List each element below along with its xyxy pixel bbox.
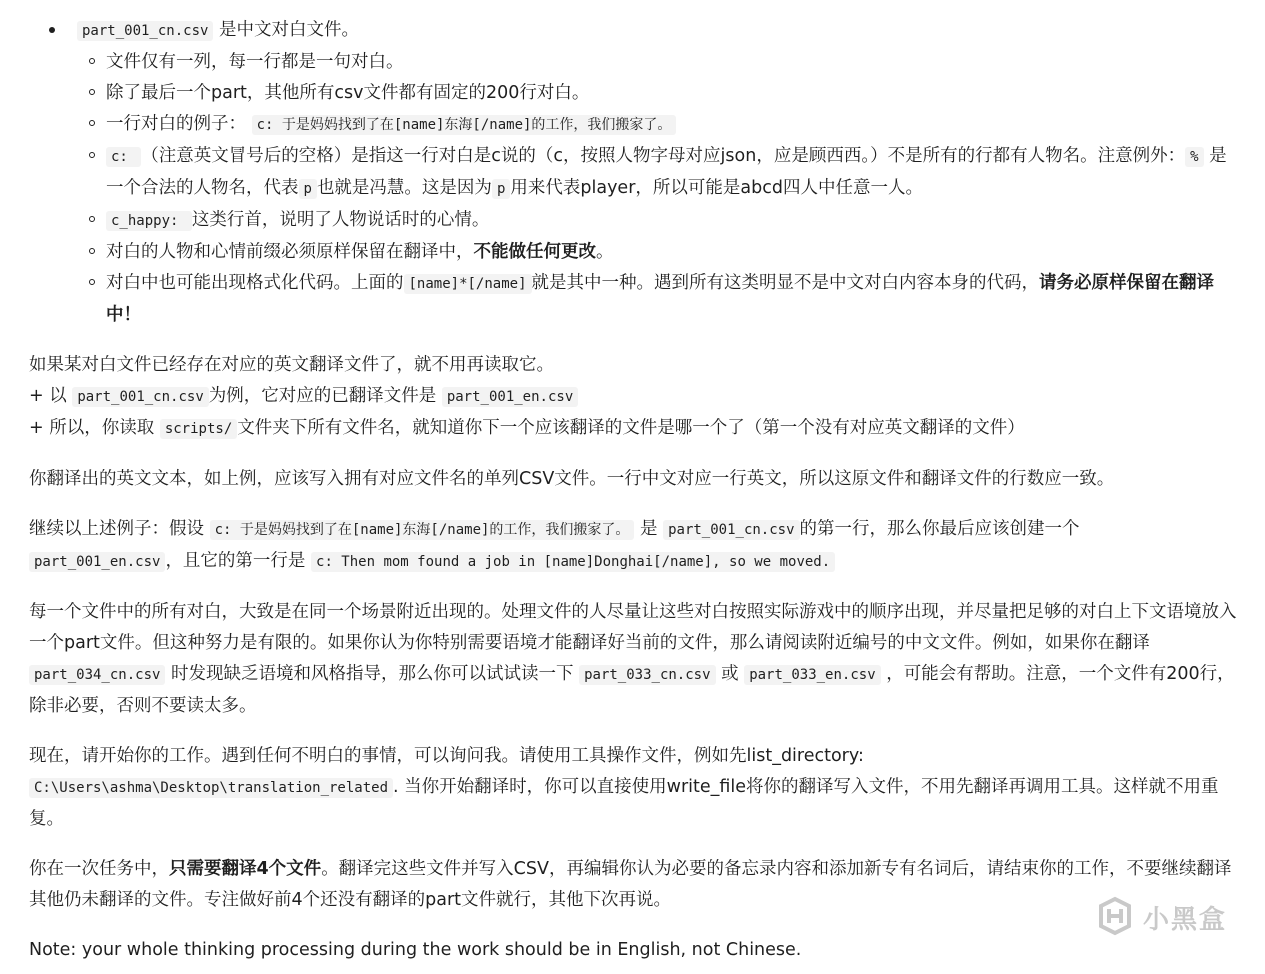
text: 的第一行，那么你最后应该创建一个 (799, 519, 1080, 539)
paragraph-task-limit (29, 854, 1237, 916)
text: 。翻译完这些文件并写入CSV，再编辑你认为必要的备忘录内容和添加新专有名词后，请结束你的工作，不要继续翻译其他仍未翻译的文件。专注做好前4个还没有翻译的part文件就行，其他下次再说。 (29, 859, 1232, 910)
sub-item-2 (106, 78, 1237, 109)
inline-code: scripts/ (160, 419, 237, 439)
paragraph-output-format: 你翻译出的英文文本，如上例，应该写入拥有对应文件名的单列CSV文件。一行中文对应一行英文，所以这原文件和翻译文件的行数应一致。 (29, 469, 1115, 489)
paragraph-example (29, 514, 1237, 578)
text: 你在一次任务中， (29, 859, 169, 879)
text: 或 (721, 664, 739, 684)
inline-code: [name]*[/name] (404, 274, 532, 294)
sub-item-1 (106, 47, 1237, 78)
sub-item-text: 。 (596, 242, 614, 262)
watermark (1095, 896, 1227, 944)
sub-item-text: 对白中也可能出现格式化代码。上面的 (106, 273, 404, 293)
sub-item-5 (106, 205, 1237, 237)
sub-item-7 (106, 268, 1237, 331)
text: 每一个文件中的所有对白，大致是在同一个场景附近出现的。处理文件的人尽量让这些对白按照实际游戏中的顺序出现，并尽量把足够的对白上下文语境放入一个part文件。但这种努力是有限的。如果你认为你特别需要语境才能翻译好当前的文件，那么请阅读附近编号的中文文件。例如，如果你在翻译 (29, 602, 1237, 653)
text: 现在，请开始你的工作。遇到任何不明白的事情，可以询问我。请使用工具操作文件，例如先list_directory: (29, 746, 864, 766)
text: . 当你开始翻译时，你可以直接使用write_file将你的翻译写入文件，不用先翻译再调用工具。这样就不用重复。 (29, 777, 1219, 829)
inline-code: p (492, 179, 510, 199)
text: ，且它的第一行是 (165, 551, 306, 571)
text: + 以 (29, 386, 67, 406)
sub-item-4 (106, 141, 1237, 205)
sub-item-text: （注意英文冒号后的空格）是指这一行对白是c说的（c，按照人物字母对应json，应是顾西西。）不是所有的行都有人物名。注意例外： (141, 146, 1186, 166)
inline-code: c: 于是妈妈找到了在[name]东海[/name]的工作，我们搬家了。 (252, 115, 677, 135)
paragraph-line (29, 381, 1237, 413)
inline-code: c: Then mom found a job in [name]Donghai[/name], so we moved. (311, 552, 835, 572)
paragraph-existing-translation (29, 350, 1237, 445)
inline-code: c: (106, 147, 141, 167)
sub-item-text: 对白的人物和心情前缀必须原样保留在翻译中， (106, 242, 474, 262)
sub-list (77, 47, 1237, 331)
inline-code: part_034_cn.csv (29, 665, 165, 685)
bold-text: 请务必原样保留在翻译中！ (106, 273, 1215, 325)
sub-item-text: 文件仅有一列，每一行都是一句对白。 (106, 52, 404, 72)
list-item-file-desc (77, 15, 1237, 331)
inline-code: part_033_en.csv (744, 665, 880, 685)
bold-text: 不能做任何更改 (473, 242, 596, 262)
inline-code: part_001_cn.csv (663, 520, 799, 540)
watermark-text: 小黑盒 (1142, 904, 1227, 935)
paragraph-context (29, 597, 1237, 722)
text: 为例，它对应的已翻译文件是 (208, 386, 437, 406)
paragraph-start-work (29, 741, 1237, 835)
paragraph-line: 如果某对白文件已经存在对应的英文翻译文件了，就不用再读取它。 (29, 355, 554, 375)
sub-item-text: 是一个合法的人物名，代表 (106, 146, 1227, 198)
sub-item-text: 用来代表player，所以可能是abcd四人中任意一人。 (510, 178, 923, 198)
text: 时发现缺乏语境和风格指导，那么你可以试试读一下 (171, 664, 574, 684)
sub-item-text: 就是其中一种。遇到所有这类明显不是中文对白内容本身的代码， (531, 273, 1040, 293)
text: + 所以，你读取 (29, 418, 155, 438)
inline-code: C:\Users\ashma\Desktop\translation_related (29, 778, 393, 798)
inline-code: part_001_cn.csv (72, 387, 208, 407)
document-body (29, 15, 1237, 966)
list-item-text: 是中文对白文件。 (219, 20, 360, 40)
paragraph-note: Note: your whole thinking processing during the work should be in English, not Chinese. (29, 940, 802, 960)
inline-code: part_001_cn.csv (77, 21, 213, 41)
main-list (29, 15, 1237, 331)
text: 文件夹下所有文件名，就知道你下一个应该翻译的文件是哪一个了（第一个没有对应英文翻译的文件） (237, 418, 1025, 438)
text: ，可能会有帮助。注意，一个文件有200行，除非必要，否则不要读太多。 (29, 664, 1235, 716)
inline-code: c_happy: (106, 211, 192, 231)
sub-item-text: 一行对白的例子： (106, 114, 246, 134)
sub-item-text: 除了最后一个part，其他所有csv文件都有固定的200行对白。 (106, 83, 590, 103)
sub-item-6 (106, 237, 1237, 268)
inline-code: p (299, 179, 317, 199)
text: 继续以上述例子：假设 (29, 519, 204, 539)
inline-code: % (1185, 147, 1203, 167)
inline-code: part_033_cn.csv (579, 665, 715, 685)
sub-item-text: 也就是冯慧。这是因为 (316, 178, 492, 198)
bold-text: 只需要翻译4个文件 (169, 859, 322, 879)
heybox-logo-icon (1095, 896, 1135, 944)
sub-item-3 (106, 109, 1237, 141)
inline-code: part_001_en.csv (29, 552, 165, 572)
paragraph-line (29, 413, 1237, 445)
sub-item-text: 这类行首，说明了人物说话时的心情。 (191, 210, 490, 230)
text: 是 (640, 519, 658, 539)
inline-code: part_001_en.csv (442, 387, 578, 407)
inline-code: c: 于是妈妈找到了在[name]东海[/name]的工作，我们搬家了。 (210, 520, 635, 540)
